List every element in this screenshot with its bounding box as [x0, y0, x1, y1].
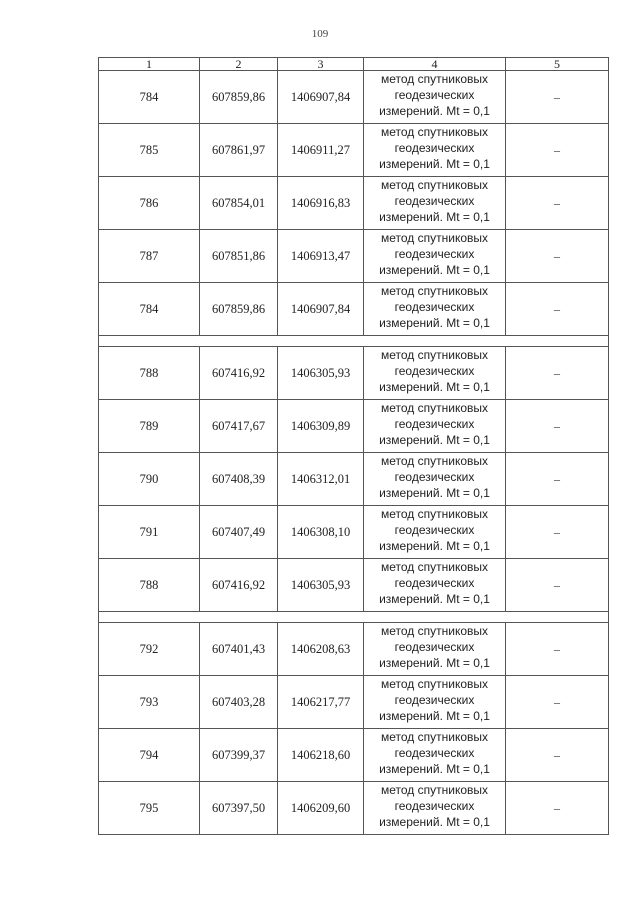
point-number-cell: 787: [99, 230, 200, 283]
method-line: геодезических: [394, 247, 475, 261]
y-coordinate-cell: 1406916,83: [278, 177, 364, 230]
table-row: [99, 71, 609, 124]
method-cell: [364, 177, 506, 230]
y-coordinate-cell: 1406208,63: [278, 623, 364, 676]
method-line: измерений. Mt = 0,1: [379, 210, 490, 224]
point-number-cell: 790: [99, 453, 200, 506]
method-line: метод спутниковых: [380, 348, 488, 362]
x-coordinate-cell: 607401,43: [200, 623, 278, 676]
point-number-cell: 791: [99, 506, 200, 559]
method-cell: [364, 676, 506, 729]
y-coordinate-cell: 1406308,10: [278, 506, 364, 559]
method-line: геодезических: [394, 576, 475, 590]
note-cell: –: [506, 71, 609, 124]
x-coordinate-cell: 607397,50: [200, 782, 278, 835]
x-coordinate-cell: 607416,92: [200, 347, 278, 400]
method-line: геодезических: [394, 194, 475, 208]
y-coordinate-cell: 1406911,27: [278, 124, 364, 177]
method-line: метод спутниковых: [380, 231, 488, 245]
column-header: 5: [506, 58, 609, 71]
group-separator-row: [99, 336, 609, 347]
column-header: 4: [364, 58, 506, 71]
point-number-cell: 786: [99, 177, 200, 230]
table-row: [99, 347, 609, 400]
note-cell: –: [506, 623, 609, 676]
note-cell: –: [506, 782, 609, 835]
x-coordinate-cell: 607854,01: [200, 177, 278, 230]
point-number-cell: 792: [99, 623, 200, 676]
method-line: измерений. Mt = 0,1: [379, 762, 490, 776]
method-line: метод спутниковых: [380, 730, 488, 744]
table-row: [99, 559, 609, 612]
y-coordinate-cell: 1406312,01: [278, 453, 364, 506]
method-line: метод спутниковых: [380, 401, 488, 415]
method-line: геодезических: [394, 640, 475, 654]
method-line: измерений. Mt = 0,1: [379, 709, 490, 723]
method-line: геодезических: [394, 300, 475, 314]
table-header-row: [99, 58, 609, 71]
x-coordinate-cell: 607403,28: [200, 676, 278, 729]
note-cell: –: [506, 124, 609, 177]
method-cell: [364, 283, 506, 336]
table-row: [99, 729, 609, 782]
y-coordinate-cell: 1406218,60: [278, 729, 364, 782]
method-line: метод спутниковых: [380, 507, 488, 521]
x-coordinate-cell: 607399,37: [200, 729, 278, 782]
table-row: [99, 400, 609, 453]
y-coordinate-cell: 1406907,84: [278, 283, 364, 336]
table-row: [99, 283, 609, 336]
point-number-cell: 784: [99, 283, 200, 336]
group-separator-row: [99, 612, 609, 623]
x-coordinate-cell: 607859,86: [200, 71, 278, 124]
x-coordinate-cell: 607416,92: [200, 559, 278, 612]
method-line: измерений. Mt = 0,1: [379, 539, 490, 553]
method-line: измерений. Mt = 0,1: [379, 380, 490, 394]
method-cell: [364, 506, 506, 559]
note-cell: –: [506, 559, 609, 612]
x-coordinate-cell: 607861,97: [200, 124, 278, 177]
method-line: измерений. Mt = 0,1: [379, 157, 490, 171]
column-header: 2: [200, 58, 278, 71]
column-header: 1: [99, 58, 200, 71]
method-cell: [364, 71, 506, 124]
method-cell: [364, 559, 506, 612]
point-number-cell: 795: [99, 782, 200, 835]
table-row: [99, 623, 609, 676]
note-cell: –: [506, 506, 609, 559]
table-row: [99, 506, 609, 559]
method-line: геодезических: [394, 470, 475, 484]
method-cell: [364, 400, 506, 453]
method-cell: [364, 230, 506, 283]
method-line: метод спутниковых: [380, 783, 488, 797]
x-coordinate-cell: 607408,39: [200, 453, 278, 506]
coordinates-table: [98, 57, 609, 835]
method-line: измерений. Mt = 0,1: [379, 104, 490, 118]
table-row: [99, 230, 609, 283]
method-line: геодезических: [394, 141, 475, 155]
page-number: 109: [311, 28, 329, 40]
method-line: геодезических: [394, 799, 475, 813]
method-line: измерений. Mt = 0,1: [379, 815, 490, 829]
table-row: [99, 782, 609, 835]
note-cell: –: [506, 177, 609, 230]
y-coordinate-cell: 1406217,77: [278, 676, 364, 729]
method-line: метод спутниковых: [380, 284, 488, 298]
point-number-cell: 785: [99, 124, 200, 177]
method-line: метод спутниковых: [380, 72, 488, 86]
note-cell: –: [506, 283, 609, 336]
method-line: метод спутниковых: [380, 624, 488, 638]
method-line: геодезических: [394, 88, 475, 102]
table-row: [99, 124, 609, 177]
method-cell: [364, 782, 506, 835]
note-cell: –: [506, 453, 609, 506]
table-row: [99, 177, 609, 230]
x-coordinate-cell: 607417,67: [200, 400, 278, 453]
group-separator-cell: [99, 612, 609, 623]
method-line: измерений. Mt = 0,1: [379, 486, 490, 500]
note-cell: –: [506, 230, 609, 283]
method-cell: [364, 623, 506, 676]
method-line: измерений. Mt = 0,1: [379, 316, 490, 330]
method-line: геодезических: [394, 364, 475, 378]
method-cell: [364, 347, 506, 400]
y-coordinate-cell: 1406907,84: [278, 71, 364, 124]
method-cell: [364, 124, 506, 177]
method-line: метод спутниковых: [380, 560, 488, 574]
method-line: геодезических: [394, 746, 475, 760]
note-cell: –: [506, 400, 609, 453]
point-number-cell: 788: [99, 347, 200, 400]
note-cell: –: [506, 347, 609, 400]
method-cell: [364, 729, 506, 782]
table-row: [99, 453, 609, 506]
table-row: [99, 676, 609, 729]
point-number-cell: 789: [99, 400, 200, 453]
column-header: 3: [278, 58, 364, 71]
note-cell: –: [506, 676, 609, 729]
y-coordinate-cell: 1406305,93: [278, 559, 364, 612]
method-cell: [364, 453, 506, 506]
method-line: метод спутниковых: [380, 677, 488, 691]
table-body: [99, 71, 609, 835]
point-number-cell: 788: [99, 559, 200, 612]
x-coordinate-cell: 607407,49: [200, 506, 278, 559]
method-line: измерений. Mt = 0,1: [379, 592, 490, 606]
x-coordinate-cell: 607859,86: [200, 283, 278, 336]
y-coordinate-cell: 1406209,60: [278, 782, 364, 835]
method-line: метод спутниковых: [380, 454, 488, 468]
point-number-cell: 784: [99, 71, 200, 124]
method-line: измерений. Mt = 0,1: [379, 263, 490, 277]
x-coordinate-cell: 607851,86: [200, 230, 278, 283]
method-line: измерений. Mt = 0,1: [379, 656, 490, 670]
method-line: геодезических: [394, 417, 475, 431]
method-line: геодезических: [394, 523, 475, 537]
method-line: метод спутниковых: [380, 125, 488, 139]
y-coordinate-cell: 1406309,89: [278, 400, 364, 453]
group-separator-cell: [99, 336, 609, 347]
method-line: метод спутниковых: [380, 178, 488, 192]
note-cell: –: [506, 729, 609, 782]
y-coordinate-cell: 1406913,47: [278, 230, 364, 283]
method-line: геодезических: [394, 693, 475, 707]
y-coordinate-cell: 1406305,93: [278, 347, 364, 400]
point-number-cell: 794: [99, 729, 200, 782]
method-line: измерений. Mt = 0,1: [379, 433, 490, 447]
point-number-cell: 793: [99, 676, 200, 729]
